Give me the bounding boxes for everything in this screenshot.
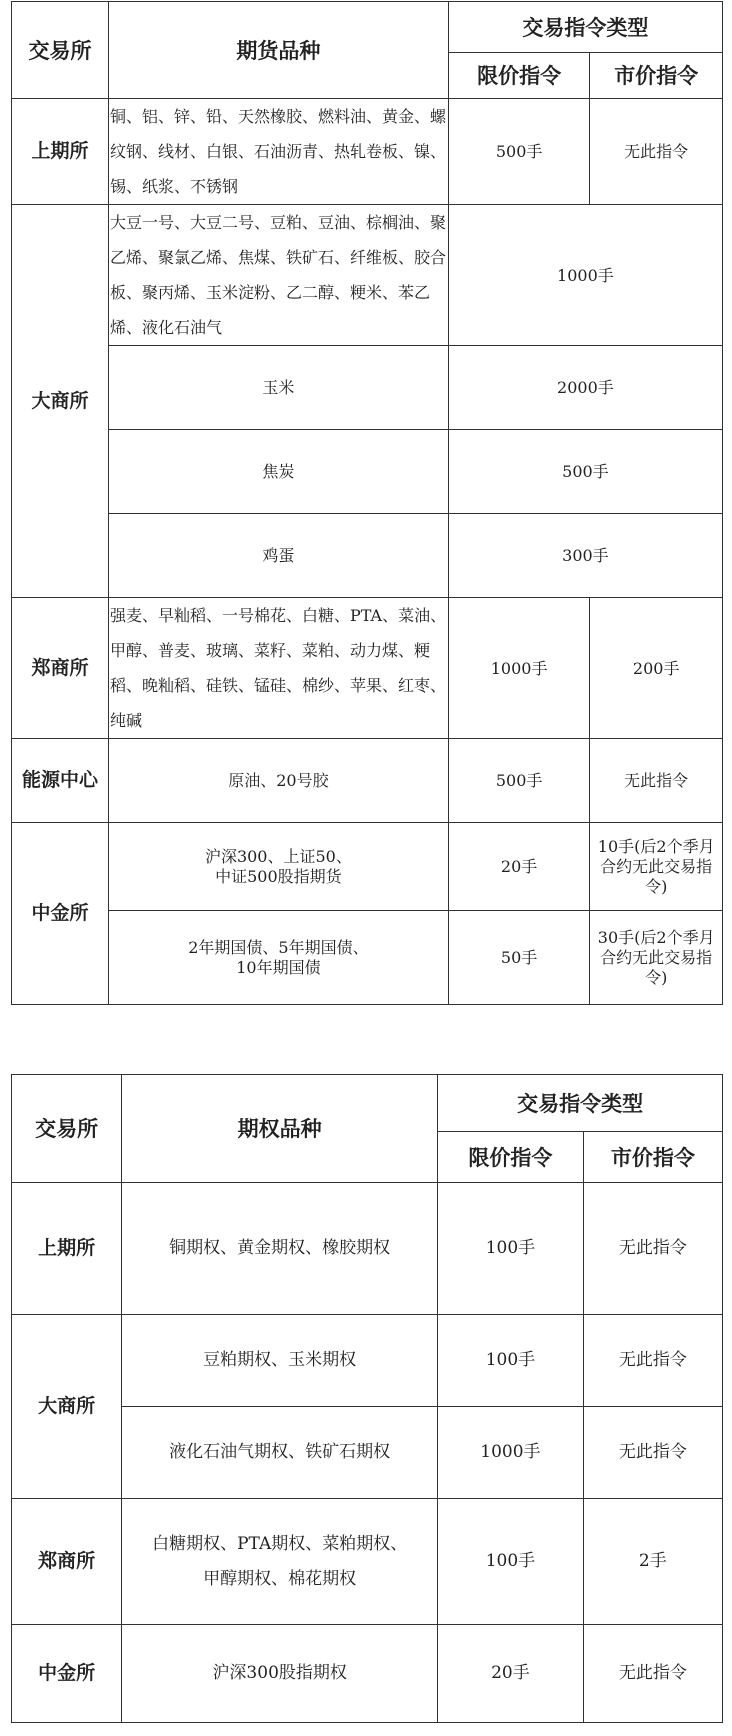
market-cell: 10手(后2个季月合约无此交易指令) [590, 823, 723, 911]
col-limit-header: 限价指令 [438, 1132, 584, 1183]
product-cell: 强麦、早籼稻、一号棉花、白糖、PTA、菜油、甲醇、普麦、玻璃、菜籽、菜粕、动力煤、粳稻、晚籼稻、硅铁、锰硅、棉纱、苹果、红枣、纯碱 [108, 598, 448, 739]
table-row [12, 598, 723, 739]
market-cell: 2手 [583, 1499, 722, 1625]
product-cell: 玉米 [108, 346, 448, 430]
limit-market-cell: 2000手 [448, 346, 722, 430]
table-row [12, 739, 723, 823]
limit-cell: 500手 [448, 739, 590, 823]
product-cell: 焦炭 [108, 430, 448, 514]
exchange-cell: 中金所 [12, 1625, 122, 1723]
product-cell: 原油、20号胶 [108, 739, 448, 823]
product-cell: 大豆一号、大豆二号、豆粕、豆油、棕榈油、聚乙烯、聚氯乙烯、焦煤、铁矿石、纤维板、胶合板、聚丙烯、玉米淀粉、乙二醇、粳米、苯乙烯、液化石油气 [108, 205, 448, 346]
col-limit-header: 限价指令 [448, 53, 590, 99]
market-cell: 无此指令 [583, 1183, 722, 1315]
product-cell: 鸡蛋 [108, 514, 448, 598]
col-order-type-header: 交易指令类型 [448, 2, 722, 53]
exchange-cell: 上期所 [12, 1183, 122, 1315]
limit-cell: 1000手 [448, 598, 590, 739]
product-line: 白糖期权、PTA期权、菜粕期权、 [152, 1533, 408, 1554]
col-market-header: 市价指令 [583, 1132, 722, 1183]
product-cell: 沪深300股指期权 [122, 1625, 438, 1723]
market-cell: 无此指令 [583, 1625, 722, 1723]
col-exchange-header: 交易所 [12, 2, 109, 99]
exchange-cell: 大商所 [12, 205, 109, 598]
product-cell: 豆粕期权、玉米期权 [122, 1315, 438, 1407]
table-row [12, 1183, 723, 1315]
product-cell [108, 911, 448, 1005]
col-market-header: 市价指令 [590, 53, 723, 99]
exchange-cell: 中金所 [12, 823, 109, 1005]
table-row [12, 346, 723, 430]
market-cell: 无此指令 [583, 1315, 722, 1407]
table-row [12, 205, 723, 346]
col-exchange-header: 交易所 [12, 1075, 122, 1183]
product-line: 10年期国债 [236, 957, 321, 977]
exchange-cell: 大商所 [12, 1315, 122, 1499]
col-product-header: 期货品种 [108, 2, 448, 99]
limit-market-cell: 1000手 [448, 205, 722, 346]
limit-cell: 20手 [438, 1625, 584, 1723]
limit-cell: 50手 [448, 911, 590, 1005]
table-row [12, 430, 723, 514]
table-gap [0, 1060, 732, 1074]
limit-market-cell: 300手 [448, 514, 722, 598]
exchange-cell: 郑商所 [12, 598, 109, 739]
col-order-type-header: 交易指令类型 [438, 1075, 723, 1132]
futures-table [11, 1, 723, 1005]
limit-market-cell: 500手 [448, 430, 722, 514]
table-row [12, 1499, 723, 1625]
market-cell: 无此指令 [583, 1407, 722, 1499]
limit-cell: 100手 [438, 1183, 584, 1315]
market-cell: 无此指令 [590, 99, 723, 205]
limit-cell: 20手 [448, 823, 590, 911]
product-cell [122, 1499, 438, 1625]
product-cell [108, 823, 448, 911]
product-line: 中证500股指期货 [215, 866, 342, 886]
table-row [12, 99, 723, 205]
product-cell: 液化石油气期权、铁矿石期权 [122, 1407, 438, 1499]
limit-cell: 500手 [448, 99, 590, 205]
col-product-header: 期权品种 [122, 1075, 438, 1183]
table-row [12, 823, 723, 911]
market-cell: 200手 [590, 598, 723, 739]
product-cell: 铜期权、黄金期权、橡胶期权 [122, 1183, 438, 1315]
table-row [12, 911, 723, 1005]
product-line: 甲醇期权、棉花期权 [203, 1568, 357, 1589]
market-cell: 无此指令 [590, 739, 723, 823]
market-cell: 30手(后2个季月合约无此交易指令) [590, 911, 723, 1005]
exchange-cell: 郑商所 [12, 1499, 122, 1625]
product-line: 沪深300、上证50、 [204, 846, 352, 866]
limit-cell: 1000手 [438, 1407, 584, 1499]
options-table [11, 1074, 723, 1723]
exchange-cell: 上期所 [12, 99, 109, 205]
exchange-cell: 能源中心 [12, 739, 109, 823]
product-cell: 铜、铝、锌、铅、天然橡胶、燃料油、黄金、螺纹钢、线材、白银、石油沥青、热轧卷板、镍、锡、纸浆、不锈钢 [108, 99, 448, 205]
limit-cell: 100手 [438, 1499, 584, 1625]
table-row [12, 1315, 723, 1407]
limit-cell: 100手 [438, 1315, 584, 1407]
table-row [12, 1625, 723, 1723]
table-row [12, 514, 723, 598]
product-line: 2年期国债、5年期国债、 [188, 937, 369, 957]
